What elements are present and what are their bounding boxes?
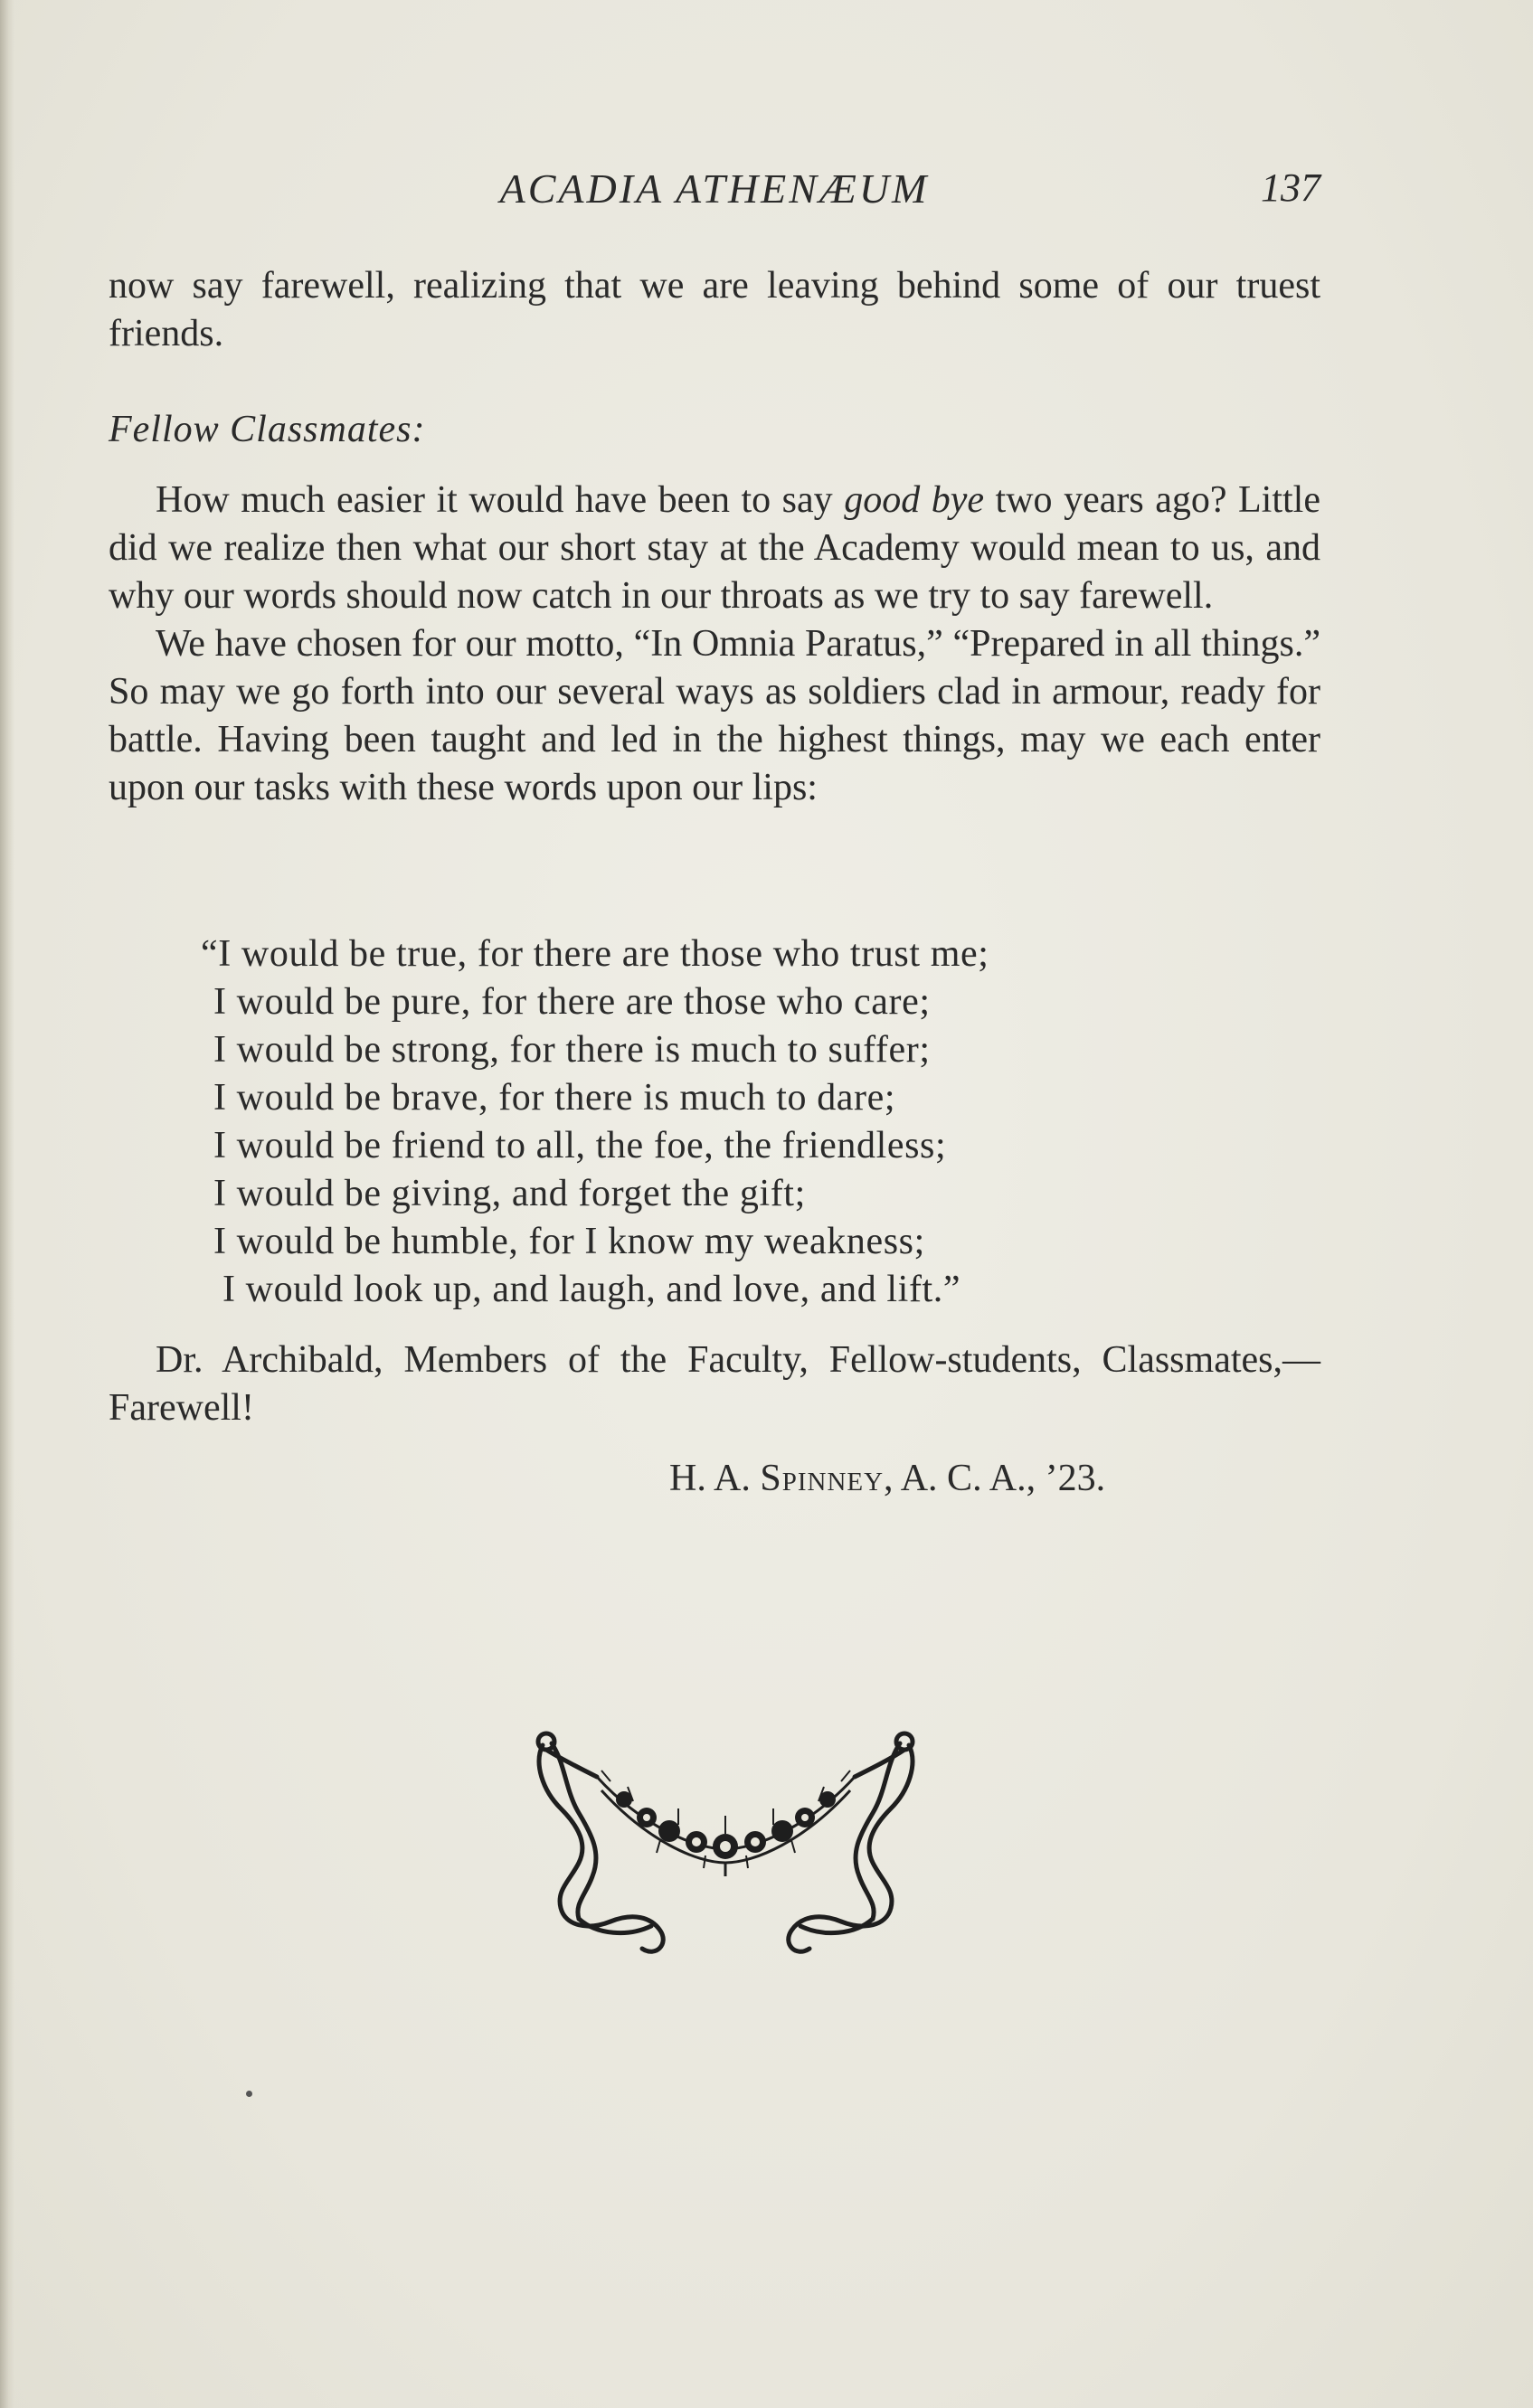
body-text-top (109, 262, 1320, 358)
closing-farewell: Dr. Archibald, Members of the Faculty, Fellow-students, Classmates,—Farewell! (109, 1339, 1320, 1429)
page-number: 137 (1261, 165, 1320, 210)
poem-line: I would be strong, for there is much to suffer; (213, 1029, 931, 1071)
running-head-title: ACADIA ATHENÆUM (499, 165, 930, 212)
signature-initials: H. A. (669, 1458, 761, 1499)
poem (201, 930, 1286, 1314)
poem-line: “I would be true, for there are those who trust me; (201, 933, 989, 975)
poem-line: I would be brave, for there is much to dare; (213, 1077, 896, 1119)
signature-suffix: , A. C. A., ’23. (884, 1458, 1106, 1499)
salutation: Fellow Classmates: (109, 409, 426, 450)
page-spine-edge (0, 0, 14, 2408)
running-head (109, 165, 1320, 215)
paragraph-good-bye-end: two years ago? Little did we realize then what our short stay at the Academy would mean to us, and why our words should now catch in our throats as we try to say farewell. (109, 479, 1320, 617)
paragraph-farewell: now say farewell, realizing that we are leaving behind some of our truest friends. (109, 265, 1320, 354)
page-speck (246, 2091, 252, 2097)
closing-block (109, 1336, 1320, 1432)
poem-line: I would be friend to all, the foe, the friendless; (213, 1125, 947, 1166)
poem-line: I would be giving, and forget the gift; (213, 1173, 806, 1214)
paragraph-good-bye-start: How much easier it would have been to say (156, 479, 845, 521)
signature-surname: Spinney (760, 1458, 885, 1499)
paragraph-motto: We have chosen for our motto, “In Omnia Paratus,” “Prepared in all things.” So may we go forth into our several ways as soldiers clad in armour, ready for battle. Having been taught and led in the highest things, may we each enter upon our tasks with these words upon our lips: (109, 623, 1320, 808)
salutation-block (109, 406, 1320, 454)
poem-line: I would look up, and laugh, and love, and lift.” (222, 1269, 961, 1310)
emphasis-good-bye: good bye (844, 479, 985, 521)
signature (669, 1455, 1302, 1503)
floral-garland-ornament (525, 1727, 927, 1967)
body-text-main (109, 477, 1320, 812)
paragraph-good-bye (109, 477, 1320, 620)
poem-line: I would be pure, for there are those who care; (213, 981, 931, 1023)
poem-line: I would be humble, for I know my weakness; (213, 1221, 925, 1262)
